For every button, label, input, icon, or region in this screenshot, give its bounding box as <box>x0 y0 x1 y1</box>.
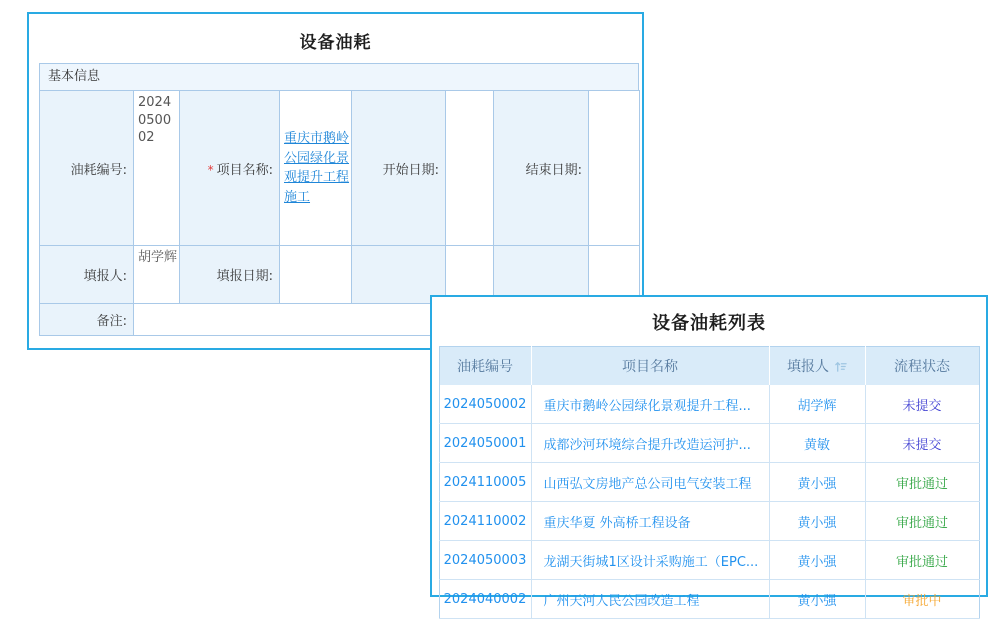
fuel-consumption-table <box>439 346 980 619</box>
project-name-label: * 项目名称: <box>180 91 280 246</box>
list-panel-title: 设备油耗列表 <box>652 313 766 334</box>
fuel-no-link[interactable]: 2024050001 <box>439 424 531 463</box>
fuel-no-label: 油耗编号: <box>40 91 134 246</box>
filler-name: 黄敏 <box>769 424 865 463</box>
end-date-label: 结束日期: <box>494 91 589 246</box>
column-header-status: 流程状态 <box>865 347 979 386</box>
filler-name: 黄小强 <box>769 502 865 541</box>
table-row[interactable] <box>439 385 979 424</box>
status-badge: 未提交 <box>865 385 979 424</box>
filler-label: 填报人: <box>40 246 134 304</box>
required-mark-icon: * <box>207 162 214 177</box>
project-name-link[interactable]: 龙湖天街城1区设计采购施工（EPC... <box>531 541 769 580</box>
table-row[interactable] <box>439 424 979 463</box>
table-header-row <box>439 347 979 386</box>
fill-date-label: 填报日期: <box>180 246 280 304</box>
project-name-link[interactable]: 山西弘文房地产总公司电气安装工程 <box>531 463 769 502</box>
filler-name: 黄小强 <box>769 580 865 619</box>
start-date-value[interactable] <box>446 91 494 246</box>
form-panel-title: 设备油耗 <box>299 33 372 53</box>
project-name-link[interactable]: 广州天河人民公园改造工程 <box>531 580 769 619</box>
column-header-filler[interactable]: 填报人 <box>769 347 865 386</box>
filler-value: 胡学辉 <box>134 246 180 304</box>
table-row[interactable] <box>439 463 979 502</box>
end-date-value[interactable] <box>589 91 640 246</box>
filler-name: 黄小强 <box>769 541 865 580</box>
start-date-label: 开始日期: <box>352 91 446 246</box>
sort-icon[interactable] <box>834 360 847 377</box>
project-name-link[interactable]: 成都沙河环境综合提升改造运河护... <box>531 424 769 463</box>
status-badge: 未提交 <box>865 424 979 463</box>
status-badge: 审批通过 <box>865 541 979 580</box>
table-row[interactable] <box>439 502 979 541</box>
basic-info-section-header: 基本信息 <box>39 63 639 91</box>
project-name-link[interactable]: 重庆华夏 外高桥工程设备 <box>531 502 769 541</box>
fuel-consumption-list-panel <box>430 295 988 609</box>
filler-name: 黄小强 <box>769 463 865 502</box>
table-body <box>439 385 979 619</box>
project-name-link[interactable]: 重庆市鹅岭公园绿化景观提升工程... <box>531 385 769 424</box>
table-row[interactable] <box>439 541 979 580</box>
column-header-fuel-no: 油耗编号 <box>439 347 531 386</box>
project-name-link[interactable]: 重庆市鹅岭公园绿化景观提升工程施工 <box>284 131 350 205</box>
fill-date-value[interactable] <box>280 246 352 304</box>
project-name-value-cell <box>280 91 352 246</box>
status-badge: 审批中 <box>865 580 979 619</box>
column-header-project-name: 项目名称 <box>531 347 769 386</box>
fuel-no-link[interactable]: 2024050003 <box>439 541 531 580</box>
table-row[interactable] <box>439 580 979 619</box>
fuel-no-link[interactable]: 2024110002 <box>439 502 531 541</box>
fuel-no-link[interactable]: 2024110005 <box>439 463 531 502</box>
fuel-no-value: 2024050002 <box>134 91 180 246</box>
fuel-no-link[interactable]: 2024040002 <box>439 580 531 619</box>
fuel-no-link[interactable]: 2024050002 <box>439 385 531 424</box>
status-badge: 审批通过 <box>865 463 979 502</box>
remarks-label: 备注: <box>40 304 134 336</box>
filler-name: 胡学辉 <box>769 385 865 424</box>
status-badge: 审批通过 <box>865 502 979 541</box>
